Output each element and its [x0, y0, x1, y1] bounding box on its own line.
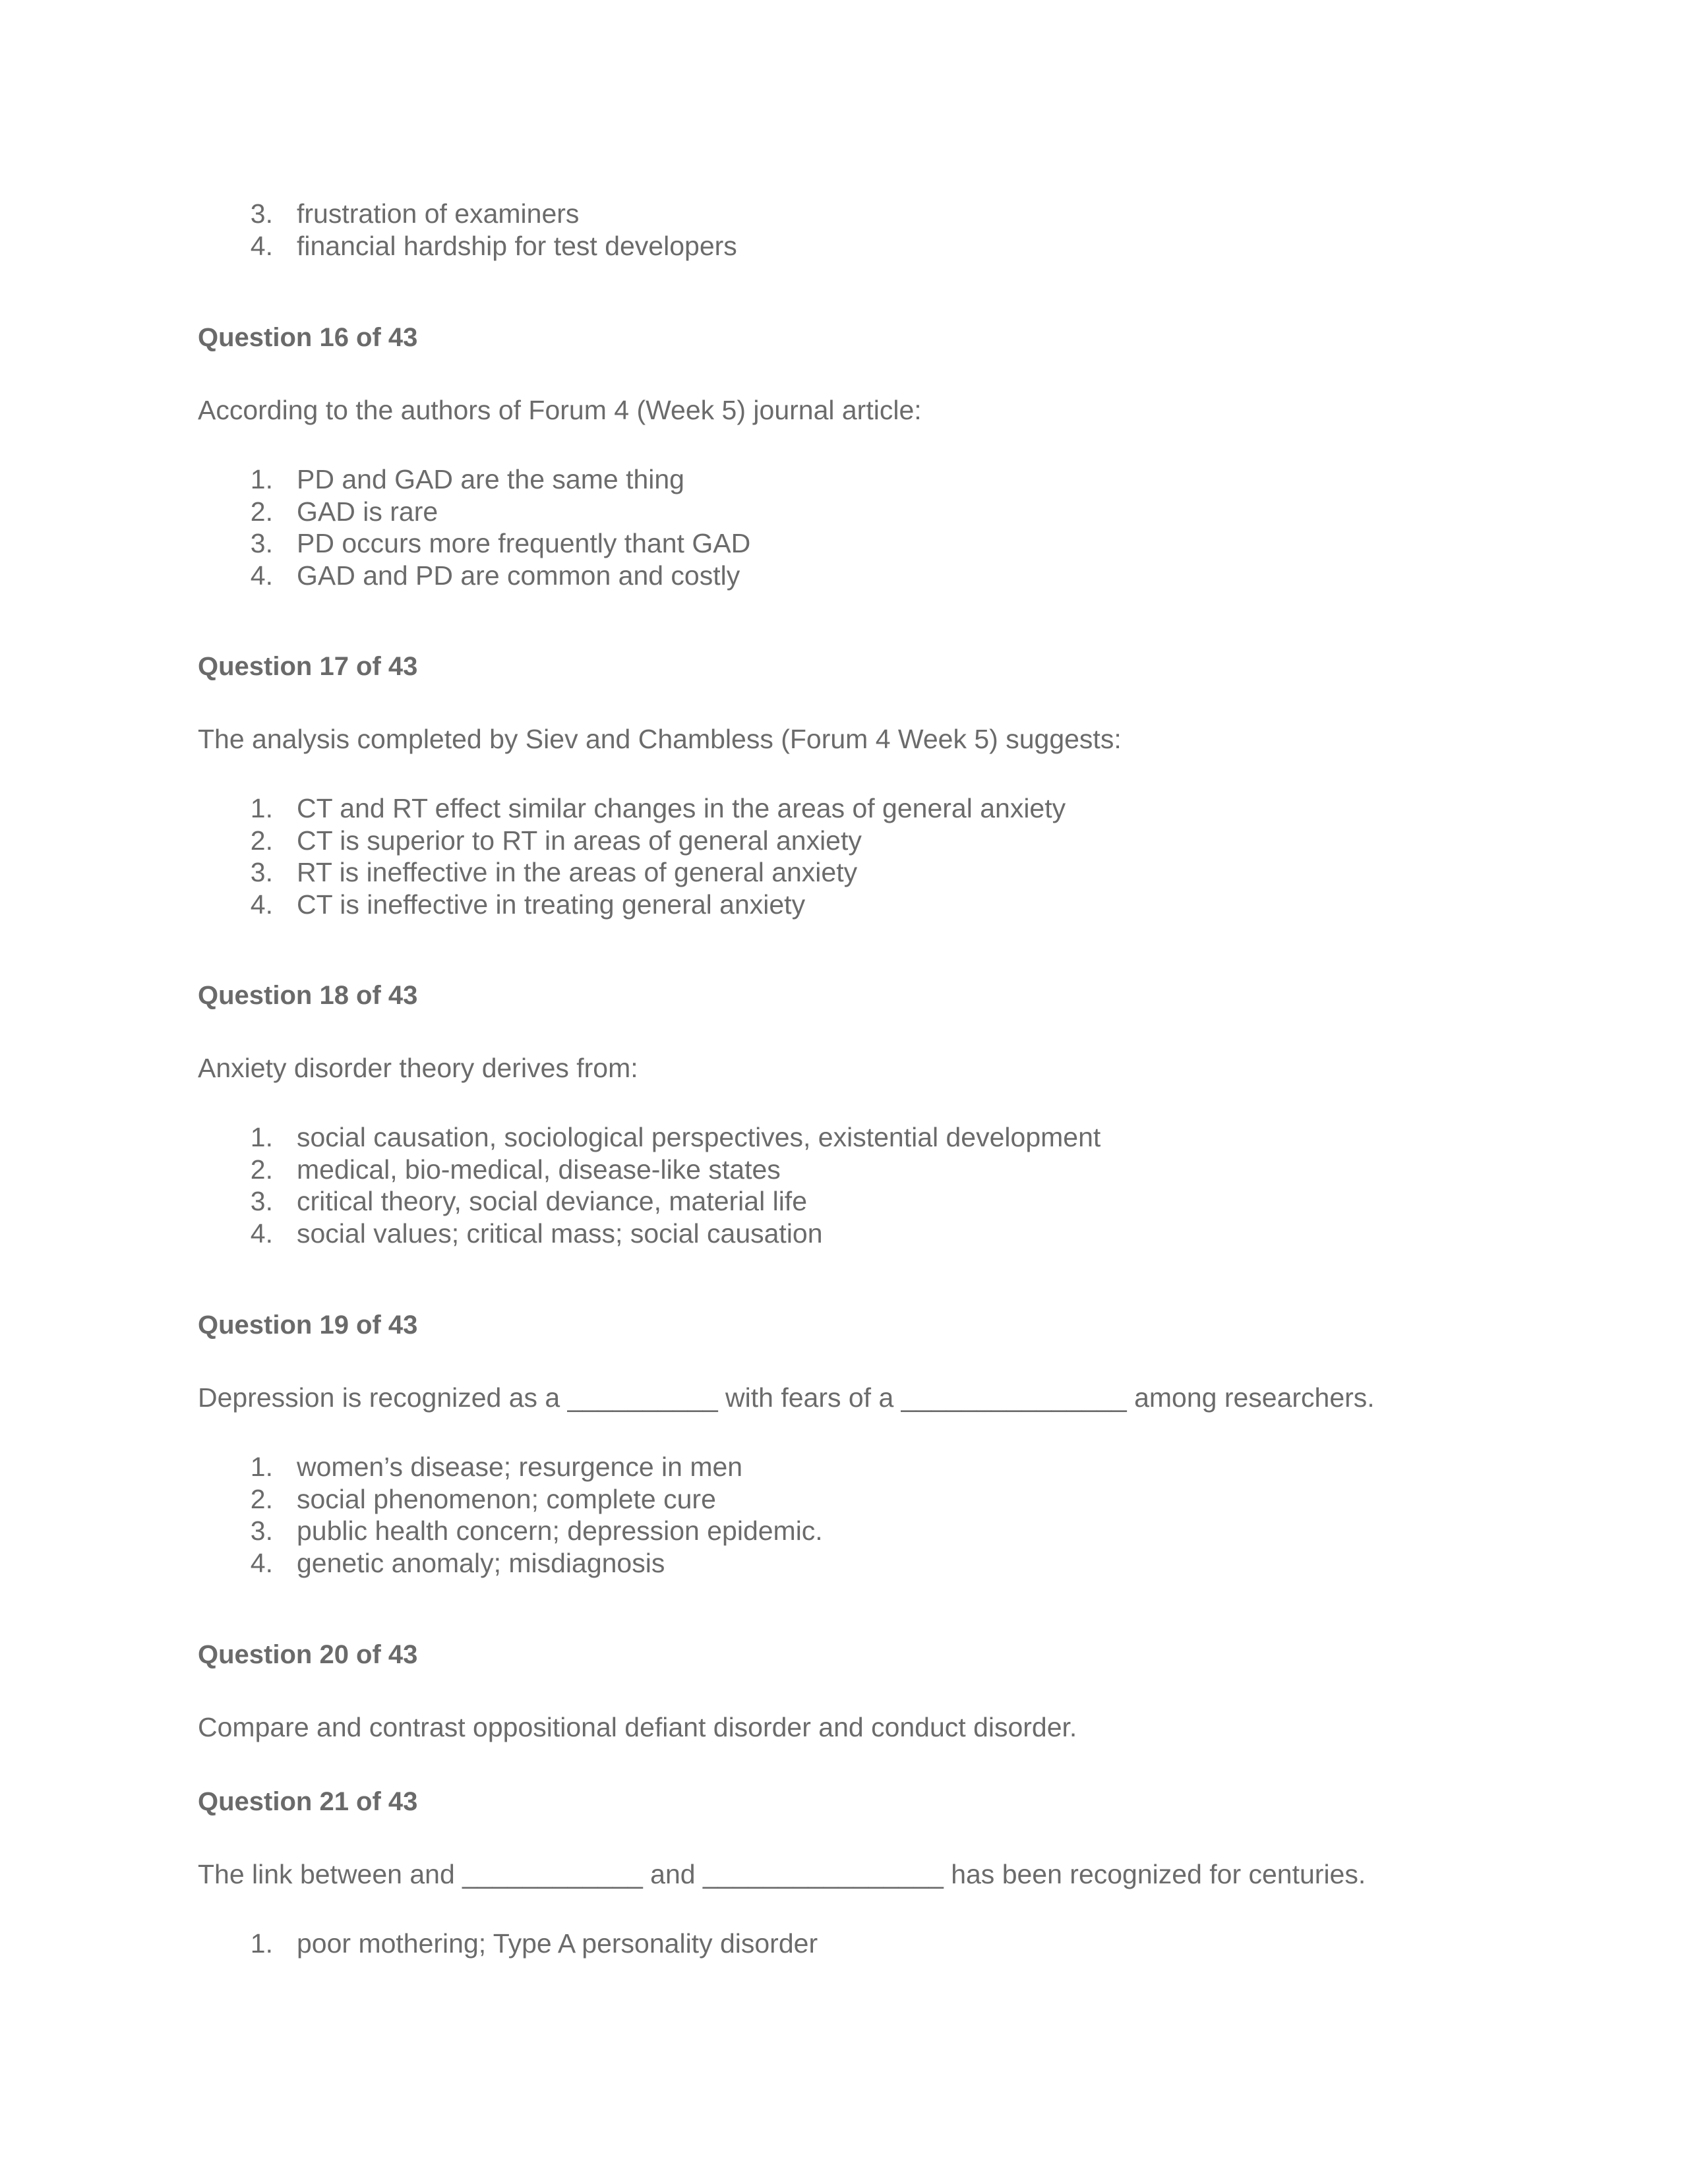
option-text: CT and RT effect similar changes in the areas of general anxiety [297, 793, 1066, 823]
question-prompt: The link between and ____________ and ________________ has been recognized for centuries. [198, 1859, 1366, 1889]
question-title: Question 19 of 43 [198, 1311, 418, 1340]
options-list [244, 792, 1066, 920]
options-list [244, 1928, 818, 1960]
option-number: 2 . [244, 1154, 273, 1186]
option-number: 2 . [244, 496, 273, 528]
option-number: 3 . [244, 856, 273, 889]
option-text: medical, bio-medical, disease-like states [297, 1154, 781, 1185]
option-item [244, 1515, 823, 1547]
option-item [244, 889, 1066, 921]
option-text: financial hardship for test developers [297, 230, 737, 261]
option-item [244, 1451, 823, 1483]
option-item [244, 1185, 1100, 1218]
option-number: 1 . [244, 1451, 273, 1483]
option-number: 4 . [244, 560, 273, 592]
question-title: Question 21 of 43 [198, 1787, 418, 1816]
options-list [244, 463, 750, 591]
option-item [244, 825, 1066, 857]
continued-options-list [244, 198, 737, 262]
question-prompt: Compare and contrast oppositional defiant disorder and conduct disorder. [198, 1712, 1077, 1742]
option-text: social causation, sociological perspectives, existential development [297, 1122, 1101, 1152]
option-item [244, 1218, 1100, 1250]
option-item [244, 527, 750, 560]
option-number: 4 . [244, 1218, 273, 1250]
option-text: frustration of examiners [297, 198, 580, 229]
option-text: genetic anomaly; misdiagnosis [297, 1547, 665, 1578]
option-number: 1 . [244, 463, 273, 496]
option-number: 4 . [244, 230, 273, 262]
option-number: 3 . [244, 527, 273, 560]
question-prompt: The analysis completed by Siev and Chambless (Forum 4 Week 5) suggests: [198, 724, 1122, 754]
option-text: women’s disease; resurgence in men [297, 1452, 743, 1482]
question-prompt: According to the authors of Forum 4 (Week 5) journal article: [198, 395, 922, 425]
option-text: RT is ineffective in the areas of general anxiety [297, 857, 858, 887]
option-text: CT is superior to RT in areas of general anxiety [297, 825, 862, 856]
option-text: poor mothering; Type A personality disorder [297, 1928, 818, 1959]
option-number: 1 . [244, 1121, 273, 1154]
option-number: 1 . [244, 792, 273, 825]
option-item [244, 230, 737, 262]
question-prompt: Anxiety disorder theory derives from: [198, 1053, 638, 1083]
option-text: PD and GAD are the same thing [297, 464, 684, 494]
question-title: Question 20 of 43 [198, 1640, 418, 1669]
option-text: PD occurs more frequently thant GAD [297, 528, 751, 558]
option-number: 1 . [244, 1928, 273, 1960]
question-title: Question 16 of 43 [198, 323, 418, 352]
option-item [244, 463, 750, 496]
option-item [244, 496, 750, 528]
option-item [244, 1483, 823, 1516]
option-text: GAD is rare [297, 496, 438, 527]
option-number: 4 . [244, 889, 273, 921]
option-item [244, 198, 737, 230]
option-number: 2 . [244, 825, 273, 857]
option-item [244, 1121, 1100, 1154]
option-item [244, 1928, 818, 1960]
option-item [244, 1547, 823, 1579]
option-number: 3 . [244, 1515, 273, 1547]
option-text: social values; critical mass; social causation [297, 1218, 823, 1249]
option-number: 4 . [244, 1547, 273, 1579]
option-text: critical theory, social deviance, material life [297, 1186, 807, 1216]
option-number: 3 . [244, 198, 273, 230]
option-item [244, 856, 1066, 889]
option-number: 3 . [244, 1185, 273, 1218]
options-list [244, 1121, 1100, 1249]
option-item [244, 1154, 1100, 1186]
option-item [244, 560, 750, 592]
option-item [244, 792, 1066, 825]
option-text: social phenomenon; complete cure [297, 1483, 716, 1514]
question-title: Question 17 of 43 [198, 652, 418, 681]
options-list [244, 1451, 823, 1579]
option-text: CT is ineffective in treating general anxiety [297, 889, 806, 920]
option-text: public health concern; depression epidemic. [297, 1516, 823, 1546]
option-text: GAD and PD are common and costly [297, 560, 740, 591]
question-title: Question 18 of 43 [198, 981, 418, 1010]
option-number: 2 . [244, 1483, 273, 1516]
question-prompt: Depression is recognized as a __________ with fears of a _______________ among researchers. [198, 1382, 1375, 1413]
